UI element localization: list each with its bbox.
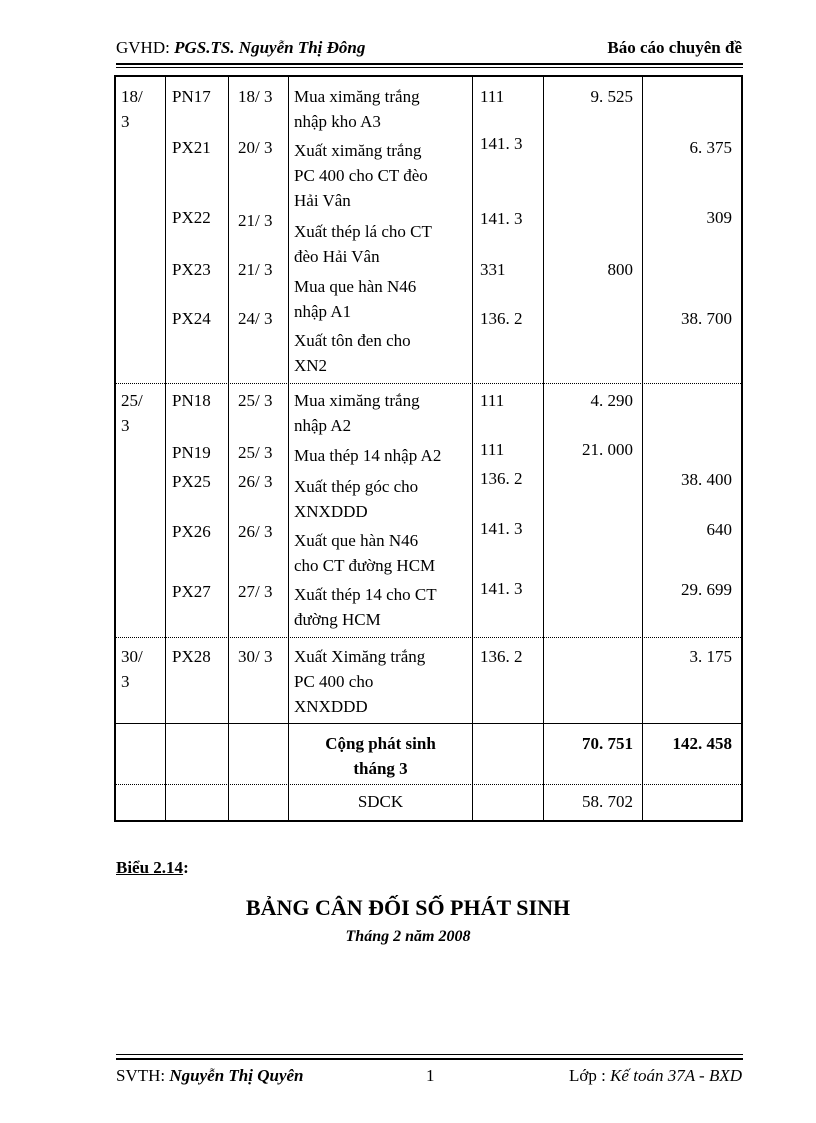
doc-date: 24/ 3 [238, 309, 273, 328]
advisor-label: GVHD: [116, 38, 175, 57]
description: Xuất ximăng trắng PC 400 cho CT đèo Hải Vân [294, 141, 428, 210]
group-date: 30/ 3 [121, 647, 143, 691]
group-date: 25/ 3 [121, 391, 143, 435]
account: 141. 3 [480, 579, 523, 598]
doc-number: PX25 [172, 472, 211, 491]
header-rule-thin [116, 67, 743, 68]
footer-rule-thin [116, 1054, 743, 1055]
group-separator [116, 637, 741, 638]
closing-debit: 58. 702 [582, 792, 633, 811]
account: 111 [480, 87, 505, 106]
doc-number: PX21 [172, 138, 211, 157]
page-header [116, 38, 742, 62]
header-rule-thick [116, 63, 743, 65]
doc-date: 18/ 3 [238, 87, 273, 106]
class-label: Lớp : [568, 1066, 611, 1085]
credit-amount: 38. 400 [681, 470, 732, 489]
debit-amount: 800 [607, 260, 633, 279]
report-title: Báo cáo chuyên đề [607, 38, 742, 57]
page-number: 1 [426, 1066, 435, 1085]
group-separator [116, 383, 741, 384]
doc-date: 26/ 3 [238, 522, 273, 541]
column-divider [543, 77, 544, 820]
doc-date: 26/ 3 [238, 472, 273, 491]
doc-date: 30/ 3 [238, 647, 273, 666]
student-name: Nguyễn Thị Quyên [169, 1066, 304, 1085]
credit-amount: 3. 175 [689, 647, 732, 666]
debit-amount: 21. 000 [582, 440, 633, 459]
description: Xuất tôn đen cho XN2 [294, 331, 411, 375]
column-divider [642, 77, 643, 820]
caption-label: Biểu 2.14 [116, 858, 184, 877]
credit-amount: 640 [706, 520, 732, 539]
account: 331 [480, 260, 506, 279]
advisor-name: PGS.TS. Nguyễn Thị Đông [174, 38, 366, 57]
description: Mua que hàn N46 nhập A1 [294, 277, 417, 321]
credit-amount: 309 [706, 208, 732, 227]
closing-label: SDCK [357, 792, 404, 811]
doc-date: 27/ 3 [238, 582, 273, 601]
description: Xuất que hàn N46 cho CT đường HCM [294, 531, 436, 575]
doc-number: PX22 [172, 208, 211, 227]
total-separator [116, 723, 741, 724]
total-label: Cộng phát sinh tháng 3 [325, 734, 436, 778]
account: 141. 3 [480, 519, 523, 538]
description: Xuất Ximăng trắng PC 400 cho XNXDDD [294, 647, 426, 716]
account: 111 [480, 391, 505, 410]
doc-date: 20/ 3 [238, 138, 273, 157]
debit-amount: 9. 525 [590, 87, 633, 106]
total-debit: 70. 751 [582, 734, 633, 753]
total-credit: 142. 458 [672, 734, 732, 753]
column-divider [228, 77, 229, 820]
doc-date: 21/ 3 [238, 260, 273, 279]
closing-separator [116, 784, 741, 785]
account: 141. 3 [480, 209, 523, 228]
class-info [569, 1066, 742, 1086]
description: Xuất thép góc cho XNXDDD [294, 477, 419, 521]
student [116, 1066, 304, 1086]
footer-rule-thick [116, 1058, 743, 1060]
section-subtitle: Tháng 2 năm 2008 [345, 928, 471, 945]
class-value: Kế toán 37A - BXD [610, 1066, 742, 1085]
credit-amount: 38. 700 [681, 309, 732, 328]
description: Mua thép 14 nhập A2 [294, 446, 442, 465]
description: Xuất thép lá cho CT đèo Hải Vân [294, 222, 432, 266]
credit-amount: 6. 375 [689, 138, 732, 157]
doc-number: PX24 [172, 309, 211, 328]
table-caption [116, 858, 189, 878]
description: Mua ximăng trắng nhập A2 [294, 391, 420, 435]
student-label: SVTH: [116, 1066, 170, 1085]
doc-date: 21/ 3 [238, 211, 273, 230]
doc-number: PX23 [172, 260, 211, 279]
column-divider [288, 77, 289, 820]
doc-number: PN17 [172, 87, 211, 106]
doc-number: PX28 [172, 647, 211, 666]
column-divider [472, 77, 473, 820]
group-date: 18/ 3 [121, 87, 143, 131]
doc-number: PN19 [172, 443, 211, 462]
ledger-table [114, 75, 743, 822]
doc-date: 25/ 3 [238, 443, 273, 462]
account: 136. 2 [480, 647, 523, 666]
description: Xuất thép 14 cho CT đường HCM [294, 585, 437, 629]
caption-colon: : [183, 858, 189, 877]
account: 136. 2 [480, 309, 523, 328]
account: 136. 2 [480, 469, 523, 488]
description: Mua ximăng trắng nhập kho A3 [294, 87, 420, 131]
page-footer [116, 1066, 742, 1090]
doc-number: PN18 [172, 391, 211, 410]
account: 141. 3 [480, 134, 523, 153]
account: 111 [480, 440, 505, 459]
doc-date: 25/ 3 [238, 391, 273, 410]
doc-number: PX27 [172, 582, 211, 601]
advisor [116, 38, 365, 58]
doc-number: PX26 [172, 522, 211, 541]
column-divider [165, 77, 166, 820]
section-title: BẢNG CÂN ĐỐI SỐ PHÁT SINH [245, 895, 571, 920]
debit-amount: 4. 290 [590, 391, 633, 410]
credit-amount: 29. 699 [681, 580, 732, 599]
